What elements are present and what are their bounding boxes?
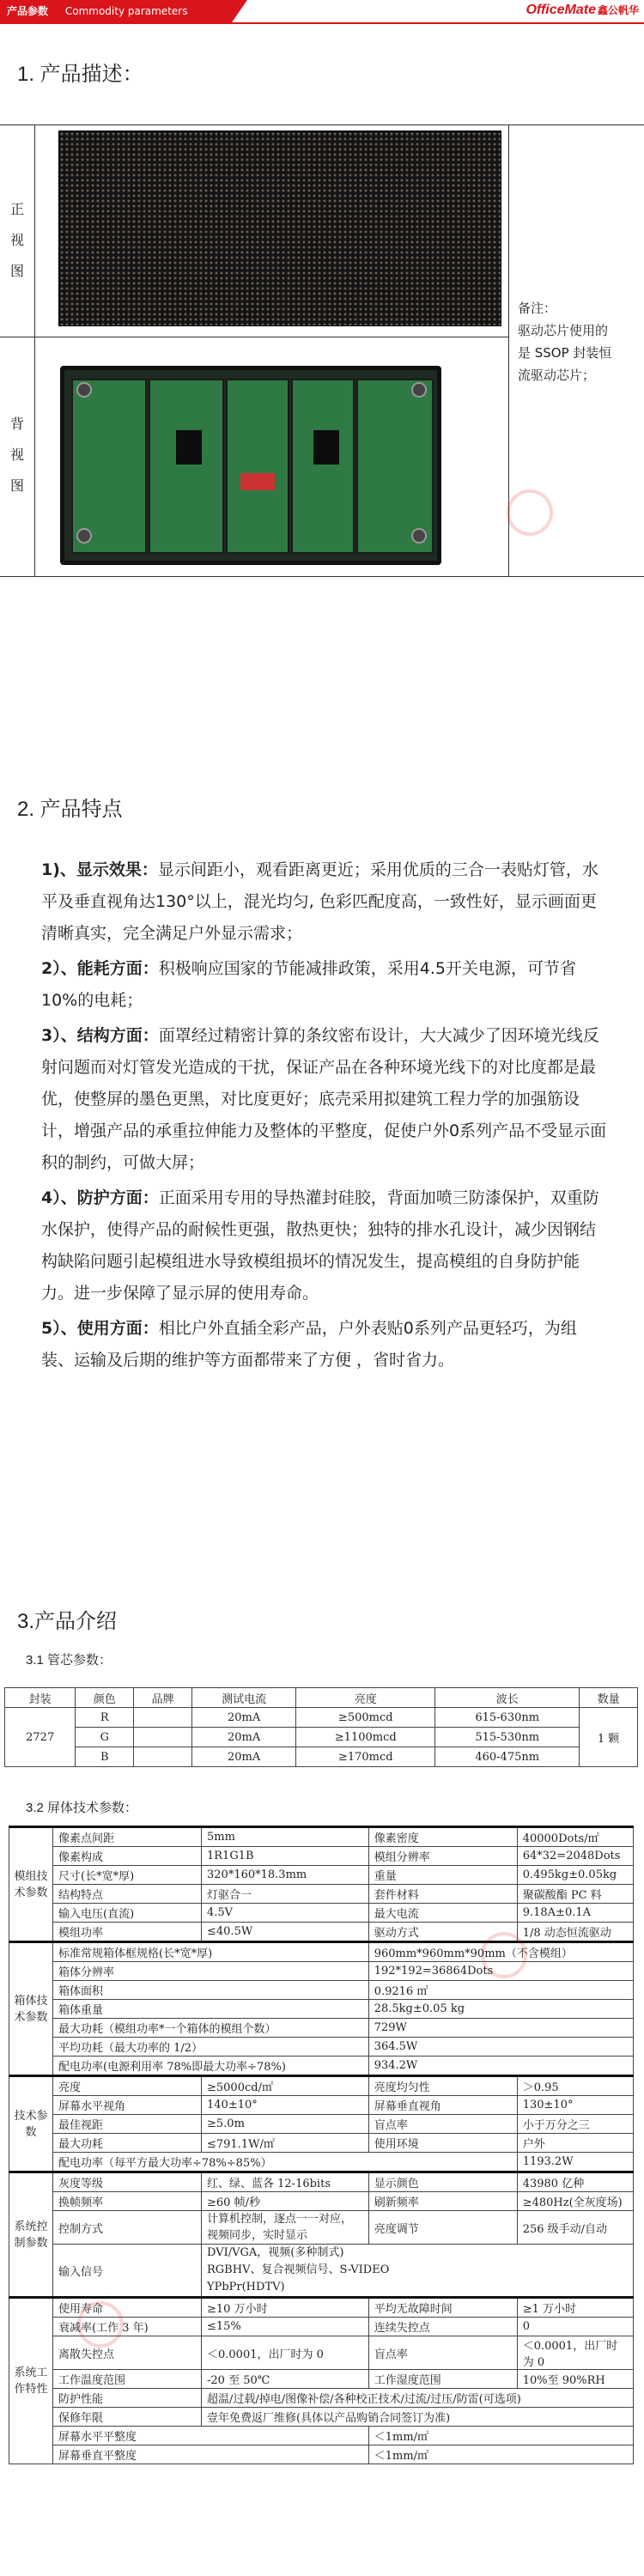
- cell: 模组功率: [53, 1923, 202, 1942]
- cell: 20mA: [191, 1747, 295, 1767]
- cell: 平均功耗（最大功率的 1/2）: [53, 2038, 369, 2057]
- mount-hole: [76, 382, 92, 398]
- cell: 28.5kg±0.05 kg: [368, 2000, 633, 2019]
- cell: 4.5V: [202, 1904, 369, 1923]
- feature-item: 3）、结构方面：面罩经过精密计算的条纹密布设计，大大减少了因环境光线反射问题而对灯管发光造成的干扰，保证产品在各种环境光线下的对比度都是最优，使整屏的墨色更黑，对比度更好；底壳采用拟建筑工程力学的加强筋设计，增强产品的承重拉伸能力及整体的平整度，促使户外0系列产品不受显示面积的制约，可做大屏；: [41, 1026, 607, 1172]
- cell: 最大功耗: [53, 2134, 202, 2153]
- back-view-image: [60, 366, 441, 565]
- table-row: [9, 2211, 634, 2245]
- cell: 灯驱合一: [202, 1885, 369, 1904]
- watermark-logo: [77, 2301, 124, 2348]
- cell: ≥10 万小时: [202, 2298, 369, 2318]
- cell: 结构特点: [53, 1885, 202, 1904]
- cell: ≤40.5W: [202, 1923, 369, 1942]
- column-header: 数量: [580, 1688, 638, 1708]
- cell: 箱体重量: [53, 2000, 369, 2019]
- cell: 盲点率: [368, 2115, 517, 2134]
- cell: 130±10°: [517, 2096, 633, 2115]
- cell: 灰度等级: [53, 2172, 202, 2192]
- cell: 320*160*18.3mm: [202, 1866, 369, 1885]
- feature-item: 2）、能耗方面：积极响应国家的节能减排政策，采用4.5开关电源，可节省10%的电耗；: [41, 959, 576, 1010]
- cell: ≥1100mcd: [296, 1728, 435, 1747]
- mount-hole: [411, 528, 427, 544]
- cell: 1193.2W: [517, 2153, 633, 2172]
- features-list: [41, 854, 608, 1380]
- cell: 尺寸(长*宽*厚): [53, 1866, 202, 1885]
- cell: 屏幕垂直平整度: [53, 2445, 369, 2464]
- cell: 960mm*960mm*90mm（不含模组）: [368, 1942, 633, 1962]
- cell: 配电功率（每平方最大功率÷78%÷85%）: [53, 2153, 518, 2172]
- note-line: 流驱动芯片；: [518, 368, 596, 383]
- cell: 连续失控点: [368, 2318, 517, 2336]
- group-label: 模组技术参数: [9, 1827, 53, 1942]
- cell: 红、绿、蓝各 12-16bits: [202, 2172, 369, 2192]
- cell: 20mA: [191, 1728, 295, 1747]
- cell: 460-475nm: [435, 1747, 580, 1767]
- cell: 驱动方式: [368, 1923, 517, 1942]
- input-signal-cell: [202, 2245, 634, 2298]
- cell: [134, 1708, 192, 1728]
- cell: 输入信号: [53, 2245, 202, 2298]
- cell: ≤791.1W/㎡: [202, 2134, 369, 2153]
- table-row: [9, 2172, 634, 2192]
- feature-item: 5）、使用方面：相比户外直插全彩产品，户外表贴0系列产品更轻巧，为组装、运输及后期的维护等方面都带来了方便 ，省时省力。: [41, 1319, 577, 1370]
- cell: 换帧频率: [53, 2192, 202, 2211]
- cell: 最大功耗（模组功率*一个箱体的模组个数）: [53, 2019, 369, 2038]
- table-row: [5, 1708, 638, 1728]
- cell: ≥5.0m: [202, 2115, 369, 2134]
- column-header: 波长: [435, 1688, 580, 1708]
- column-header: 颜色: [76, 1688, 134, 1708]
- cell: 像素构成: [53, 1847, 202, 1866]
- watermark-logo: [481, 1932, 527, 1978]
- pcb-section: [226, 379, 289, 554]
- cell: ≥5000cd/㎡: [202, 2076, 369, 2096]
- table-row: [9, 1904, 634, 1923]
- cell: 0: [517, 2318, 633, 2336]
- cell: ＞0.95: [517, 2076, 633, 2096]
- cell: 10%至 90%RH: [517, 2370, 633, 2389]
- front-view-label: 正视图: [10, 201, 25, 279]
- brand-logo: [526, 3, 639, 18]
- table-row: [9, 2057, 634, 2076]
- connector: [176, 430, 202, 465]
- cell: 64*32=2048Dots: [517, 1847, 633, 1866]
- cell: ≥1 万小时: [517, 2298, 633, 2318]
- feature-item: 1)、显示效果：显示间距小，观看距离更近；采用优质的三合一表贴灯管，水平及垂直视角达130°以上，混光均匀, 色彩匹配度高，一致性好，显示画面更清晰真实，完全满足户外显示需求；: [41, 860, 598, 943]
- cell: 43980 亿种: [517, 2172, 633, 2192]
- table-row: [9, 2096, 634, 2115]
- tab-slant: [232, 0, 247, 22]
- remark-note: [518, 297, 638, 386]
- cell: 亮度调节: [368, 2211, 517, 2245]
- cell: 平均无故障时间: [368, 2298, 517, 2318]
- cell: 9.18A±0.1A: [517, 1904, 633, 1923]
- table-row: [5, 1728, 638, 1747]
- divider: [34, 125, 35, 576]
- cell: ≥60 帧/秒: [202, 2192, 369, 2211]
- column-header: 亮度: [296, 1688, 435, 1708]
- pcb-section: [291, 379, 355, 554]
- screen-params-table: [9, 1826, 634, 2464]
- table-row: [9, 2370, 634, 2389]
- brand-name: OfficeMate: [526, 3, 596, 17]
- group-label: 箱体技术参数: [9, 1942, 53, 2076]
- cell: 配电功率(电源利用率 78%即最大功率÷78%): [53, 2057, 369, 2076]
- table-row: [9, 2389, 634, 2408]
- table-row: [9, 2038, 634, 2057]
- cell: 615-630nm: [435, 1708, 580, 1728]
- cell: B: [76, 1747, 134, 1767]
- pcb-section: [356, 379, 434, 554]
- front-view-image: [58, 131, 501, 326]
- cell: [134, 1747, 192, 1767]
- cell: ＜1mm/㎡: [368, 2427, 633, 2445]
- cell: 515-530nm: [435, 1728, 580, 1747]
- cell: 计算机控制，逐点一一对应，视频同步，实时显示: [202, 2211, 369, 2245]
- cell: 屏幕水平视角: [53, 2096, 202, 2115]
- cell: 控制方式: [53, 2211, 202, 2245]
- cell: ≥170mcd: [296, 1747, 435, 1767]
- cell: 盲点率: [368, 2336, 517, 2370]
- cell: 使用寿命: [53, 2298, 202, 2318]
- screen-params-title: 3.2 屏体技术参数：: [26, 1801, 138, 1815]
- cell: 输入电压(直流): [53, 1904, 202, 1923]
- table-row: [9, 2000, 634, 2019]
- table-header-row: [5, 1688, 638, 1708]
- pcb-section: [149, 379, 224, 554]
- group-label: 系统工作特性: [9, 2298, 53, 2464]
- table-row: [9, 2134, 634, 2153]
- section1-title: 1. 产品描述：: [17, 63, 143, 86]
- cell: 最佳视距: [53, 2115, 202, 2134]
- column-header: 品牌: [134, 1688, 192, 1708]
- note-line: 是 SSOP 封装恒: [518, 345, 612, 361]
- cell: 离散失控点: [53, 2336, 202, 2370]
- cell: 5mm: [202, 1827, 369, 1847]
- cell: 使用环境: [368, 2134, 517, 2153]
- cell: ＜1mm/㎡: [368, 2445, 633, 2464]
- cell: ≤15%: [202, 2318, 369, 2336]
- section2-title: 2. 产品特点: [17, 798, 123, 821]
- group-label: 技术参数: [9, 2076, 53, 2172]
- table-row: [9, 2245, 634, 2298]
- header-bar: [0, 0, 644, 24]
- cell: 衰减率(工作 3 年): [53, 2318, 202, 2336]
- table-row: [9, 2153, 634, 2172]
- column-header: 测试电流: [191, 1688, 295, 1708]
- feature-item: 4）、防护方面：正面采用专用的导热灌封硅胶，背面加喷三防漆保护，双重防水保护，使得产品的耐候性更强，散热更快；独特的排水孔设计，减少因钢结构缺陷问题引起模组进水导致模组损坏的情况发生，提高模组的自身防护能力。进一步保障了显示屏的使用寿命。: [41, 1188, 599, 1303]
- package-cell: 2727: [5, 1708, 76, 1767]
- cell: ＜0.0001，出厂时为 0: [202, 2336, 369, 2370]
- note-line: 备注：: [518, 301, 557, 316]
- table-row: [5, 1747, 638, 1767]
- table-row: [9, 2192, 634, 2211]
- cell: 模组分辨率: [368, 1847, 517, 1866]
- watermark-logo: [507, 489, 553, 536]
- cell: 1R1G1B: [202, 1847, 369, 1866]
- brand-name-cn: 鑫公帆华: [597, 4, 639, 16]
- power-connector: [240, 473, 275, 490]
- cell: 保修年限: [53, 2408, 202, 2427]
- cell: 364.5W: [368, 2038, 633, 2057]
- table-row: [9, 2427, 634, 2445]
- table-row: [9, 2076, 634, 2096]
- table-row: [9, 2408, 634, 2427]
- column-header: 封装: [5, 1688, 76, 1708]
- cell: 刷新频率: [368, 2192, 517, 2211]
- table-row: [9, 1885, 634, 1904]
- cell: G: [76, 1728, 134, 1747]
- cell: 最大电流: [368, 1904, 517, 1923]
- table-row: [9, 1981, 634, 2000]
- cell: -20 至 50℃: [202, 2370, 369, 2389]
- cell: 1/8 动态恒流驱动: [517, 1923, 633, 1942]
- note-line: 驱动芯片使用的: [518, 323, 609, 338]
- cell: 亮度均匀性: [368, 2076, 517, 2096]
- led-params-table: [4, 1687, 638, 1767]
- tab-title-cn: 产品参数: [7, 5, 49, 17]
- cell: 户外: [517, 2134, 633, 2153]
- connector: [313, 430, 339, 465]
- table-row: [9, 2445, 634, 2464]
- table-row: [9, 1942, 634, 1962]
- table-row: [9, 1866, 634, 1885]
- cell: 140±10°: [202, 2096, 369, 2115]
- cell: 像素密度: [368, 1827, 517, 1847]
- cell: 20mA: [191, 1708, 295, 1728]
- cell: 亮度: [53, 2076, 202, 2096]
- section3-title: 3.产品介绍: [17, 1610, 118, 1633]
- cell: ≥500mcd: [296, 1708, 435, 1728]
- table-row: [9, 1923, 634, 1942]
- cell: 屏幕水平平整度: [53, 2427, 369, 2445]
- cell: 箱体分辨率: [53, 1962, 369, 1981]
- group-label: 系统控制参数: [9, 2172, 53, 2298]
- quantity-cell: 1 颗: [580, 1708, 638, 1767]
- cell: R: [76, 1708, 134, 1728]
- cell: 聚碳酸酯 PC 料: [517, 1885, 633, 1904]
- cell: 防护性能: [53, 2389, 202, 2408]
- cell: 像素点间距: [53, 1827, 202, 1847]
- cell: 壹年免费返厂维修(具体以产品购销合同签订为准): [202, 2408, 634, 2427]
- cell: ≥480Hz(全灰度场): [517, 2192, 633, 2211]
- led-params-title: 3.1 管芯参数：: [26, 1653, 112, 1668]
- cell: 工作温度范围: [53, 2370, 202, 2389]
- cell: [134, 1728, 192, 1747]
- params-tab[interactable]: [0, 0, 232, 22]
- mount-hole: [411, 382, 427, 398]
- cell: 标准常规箱体框规格(长*宽*厚): [53, 1942, 369, 1962]
- mount-hole: [76, 528, 92, 544]
- cell: 0.9216 ㎡: [368, 1981, 633, 2000]
- cell: 192*192=36864Dots: [368, 1962, 633, 1981]
- cell: 0.495kg±0.05kg: [517, 1866, 633, 1885]
- cell: 小于万分之三: [517, 2115, 633, 2134]
- table-row: [9, 1847, 634, 1866]
- cell: 箱体面积: [53, 1981, 369, 2000]
- back-view-label: 背视图: [10, 416, 25, 494]
- input-line: DVI/VGA，视频(多种制式): [207, 2246, 344, 2259]
- tab-title-en: Commodity parameters: [64, 5, 188, 17]
- cell: 重量: [368, 1866, 517, 1885]
- cell: 套件材料: [368, 1885, 517, 1904]
- table-row: [9, 1827, 634, 1847]
- table-row: [9, 2019, 634, 2038]
- cell: 256 级手动/自动: [517, 2211, 633, 2245]
- input-line: RGBHV、复合视频信号、S-VIDEO: [207, 2263, 390, 2276]
- cell: 729W: [368, 2019, 633, 2038]
- cell: 934.2W: [368, 2057, 633, 2076]
- cell: ＜0.0001，出厂时为 0: [517, 2336, 633, 2370]
- cell: 工作湿度范围: [368, 2370, 517, 2389]
- table-row: [9, 2115, 634, 2134]
- input-line: YPbPr(HDTV): [207, 2281, 285, 2293]
- cell: 超温/过载/掉电/图像补偿/各种校正技术/过流/过压/防雷(可选项): [202, 2389, 634, 2408]
- cell: 显示颜色: [368, 2172, 517, 2192]
- cell: 屏幕垂直视角: [368, 2096, 517, 2115]
- cell: 40000Dots/㎡: [517, 1827, 633, 1847]
- table-row: [9, 1962, 634, 1981]
